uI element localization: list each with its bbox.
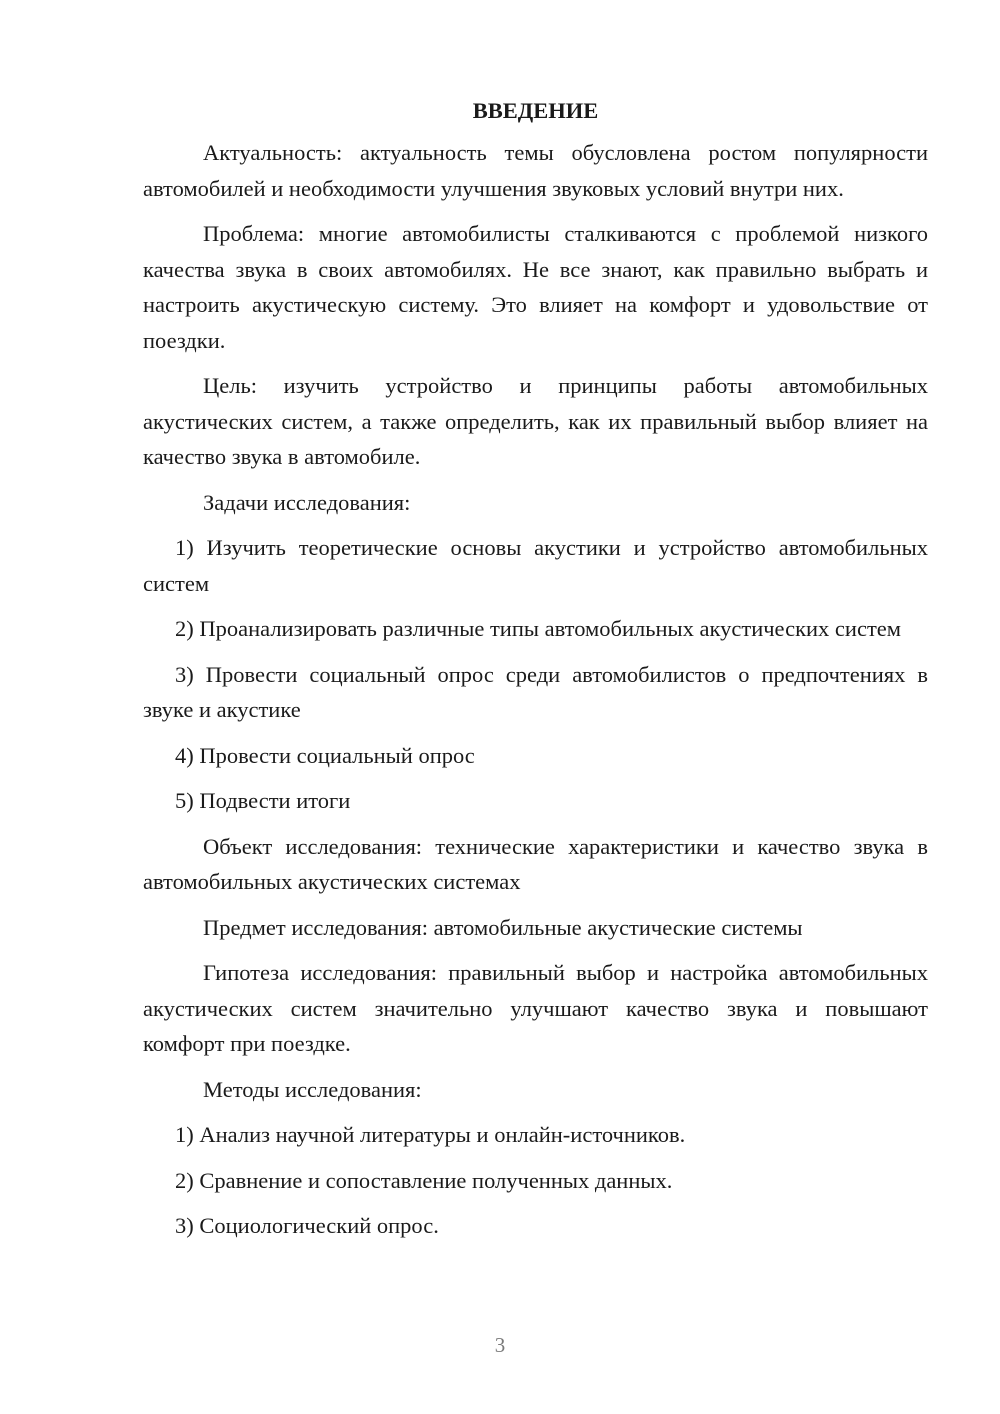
page-content (143, 96, 928, 1254)
tasks-heading: Задачи исследования: (203, 489, 411, 515)
paragraph-hypothesis: Гипотеза исследования: правильный выбор и настройка автомобильных акустических систем значительно улучшают качество звука и повышают комфорт при поездке. (143, 960, 928, 1056)
page-title: ВВЕДЕНИЕ (472, 98, 599, 123)
paragraph-subject: Предмет исследования: автомобильные акустические системы (203, 914, 803, 940)
method-item-2: 2) Сравнение и сопоставление полученных данных. (175, 1167, 673, 1193)
task-item-1: 1) Изучить теоретические основы акустики и устройство автомобильных систем (143, 535, 928, 596)
task-item-3: 3) Провести социальный опрос среди автомобилистов о предпочтениях в звуке и акустике (143, 661, 928, 722)
paragraph-problem: Проблема: многие автомобилисты сталкиваются с проблемой низкого качества звука в своих автомобилях. Не все знают, как правильно выбрать и настроить акустическую систему. Это влияет на комфорт и удовольствие от поездки. (143, 221, 928, 353)
method-item-3: 3) Социологический опрос. (175, 1213, 439, 1238)
task-item-5: 5) Подвести итоги (175, 788, 351, 813)
method-item-1: 1) Анализ научной литературы и онлайн-источников. (175, 1122, 686, 1147)
page-number: 3 (494, 1333, 506, 1357)
task-item-2: 2) Проанализировать различные типы автомобильных акустических систем (175, 616, 901, 641)
task-item-4: 4) Провести социальный опрос (175, 742, 475, 768)
paragraph-relevance: Актуальность: актуальность темы обусловлена ростом популярности автомобилей и необходимости улучшения звуковых условий внутри них. (143, 140, 928, 201)
paragraph-goal: Цель: изучить устройство и принципы работы автомобильных акустических систем, а также определить, как их правильный выбор влияет на качество звука в автомобиле. (143, 373, 928, 469)
methods-heading: Методы исследования: (203, 1076, 422, 1102)
paragraph-object: Объект исследования: технические характеристики и качество звука в автомобильных акустических системах (143, 833, 928, 894)
